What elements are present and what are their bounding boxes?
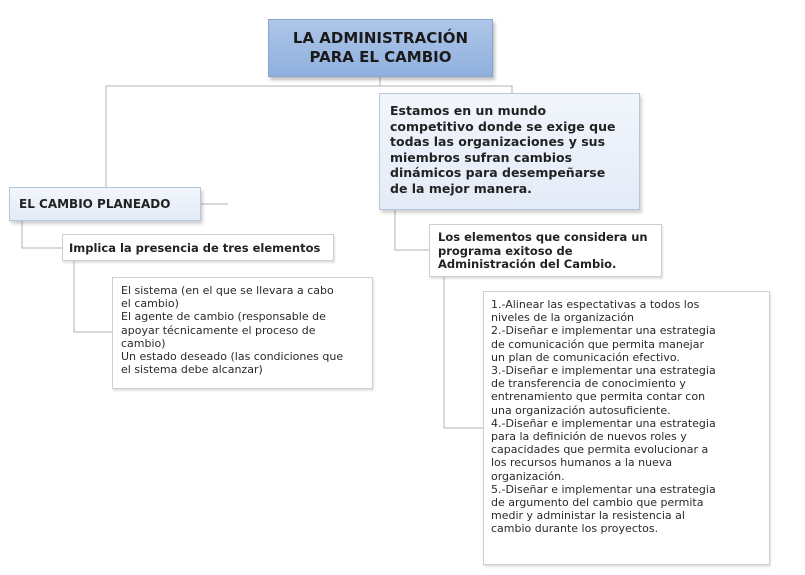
topic-mundo-competitivo: [379, 93, 640, 210]
detail-lista-line-16: de argumento del cambio que permita: [491, 496, 704, 510]
detail-sistema-line-3: El agente de cambio (responsable de: [121, 310, 326, 324]
subtopic-elementos-line-2: programa exitoso de: [438, 243, 573, 258]
detail-lista-line-14: organización.: [491, 469, 565, 483]
detail-tres-elementos: [112, 277, 373, 389]
detail-sistema-line-1: El sistema (en el que se llevara a cabo: [121, 284, 334, 297]
root-topic: [268, 19, 493, 77]
topic-mundo-line-3: todas las organizaciones y sus: [390, 134, 606, 149]
detail-lista-line-4: de comunicación que permita manejar: [491, 337, 704, 351]
root-title-line-1: LA ADMINISTRACIÓN: [292, 29, 469, 47]
detail-sistema-line-2: el cambio): [121, 297, 179, 311]
detail-lista-line-8: entrenamiento que permita contar con: [491, 390, 706, 404]
detail-lista-line-18: cambio durante los proyectos.: [491, 522, 659, 536]
detail-lista-line-13: los recursos humanos a la nueva: [491, 456, 673, 470]
topic-mundo-line-5: dinámicos para desempeñarse: [390, 165, 606, 180]
detail-sistema-line-7: el sistema debe alcanzar): [121, 363, 263, 377]
detail-elementos-programa: [483, 291, 770, 565]
detail-lista-line-3: 2.-Diseñar e implementar una estrategia: [491, 324, 716, 338]
detail-lista-line-10: 4.-Diseñar e implementar una estrategia: [491, 416, 716, 430]
subtopic-elementos-programa: [429, 224, 662, 277]
connector-implica-sistema: [74, 261, 112, 332]
topic-mundo-line-2: competitivo donde se exige que: [390, 118, 616, 134]
subtopic-tres-elementos: [62, 234, 334, 261]
detail-lista-line-1: 1.-Alinear las espectativas a todos los: [491, 298, 700, 311]
detail-lista-line-11: para la definición de nuevos roles y: [491, 430, 687, 444]
root-title-line-2: PARA EL CAMBIO: [309, 48, 452, 66]
topic-mundo-line-1: Estamos en un mundo: [390, 103, 547, 118]
topic-cambio-planeado-label: EL CAMBIO PLANEADO: [19, 197, 171, 211]
subtopic-elementos-line-3: Administración del Cambio.: [438, 257, 617, 271]
connector-cambio-implica: [22, 221, 62, 248]
connector-estamos-elementos: [395, 210, 429, 250]
topic-mundo-line-6: de la mejor manera.: [390, 180, 532, 196]
topic-mundo-line-4: miembros sufran cambios: [390, 149, 573, 165]
detail-sistema-line-4: apoyar técnicamente el proceso de: [121, 323, 316, 337]
detail-lista-line-17: medir y administar la resistencia al: [491, 509, 685, 523]
detail-lista-line-6: 3.-Diseñar e implementar una estrategia: [491, 364, 716, 378]
detail-lista-line-7: de transferencia de conocimiento y: [491, 377, 686, 391]
topic-cambio-planeado: [9, 187, 201, 221]
subtopic-elementos-line-1: Los elementos que considera un: [438, 230, 648, 244]
detail-lista-line-15: 5.-Diseñar e implementar una estrategia: [491, 482, 716, 496]
connector-elementos-lista: [444, 277, 483, 428]
subtopic-tres-elementos-label: Implica la presencia de tres elementos: [69, 241, 321, 255]
detail-lista-line-12: capacidades que permita evolucionar a: [491, 443, 709, 457]
connector-root-left: [106, 77, 380, 187]
detail-lista-line-5: un plan de comunicación efectivo.: [491, 350, 680, 364]
detail-lista-line-2: niveles de la organización: [491, 311, 635, 325]
connector-root-right: [380, 86, 512, 93]
detail-lista-line-9: una organización autosuficiente.: [491, 403, 671, 417]
detail-sistema-line-6: Un estado deseado (las condiciones que: [121, 350, 344, 364]
detail-sistema-line-5: cambio): [121, 336, 166, 350]
